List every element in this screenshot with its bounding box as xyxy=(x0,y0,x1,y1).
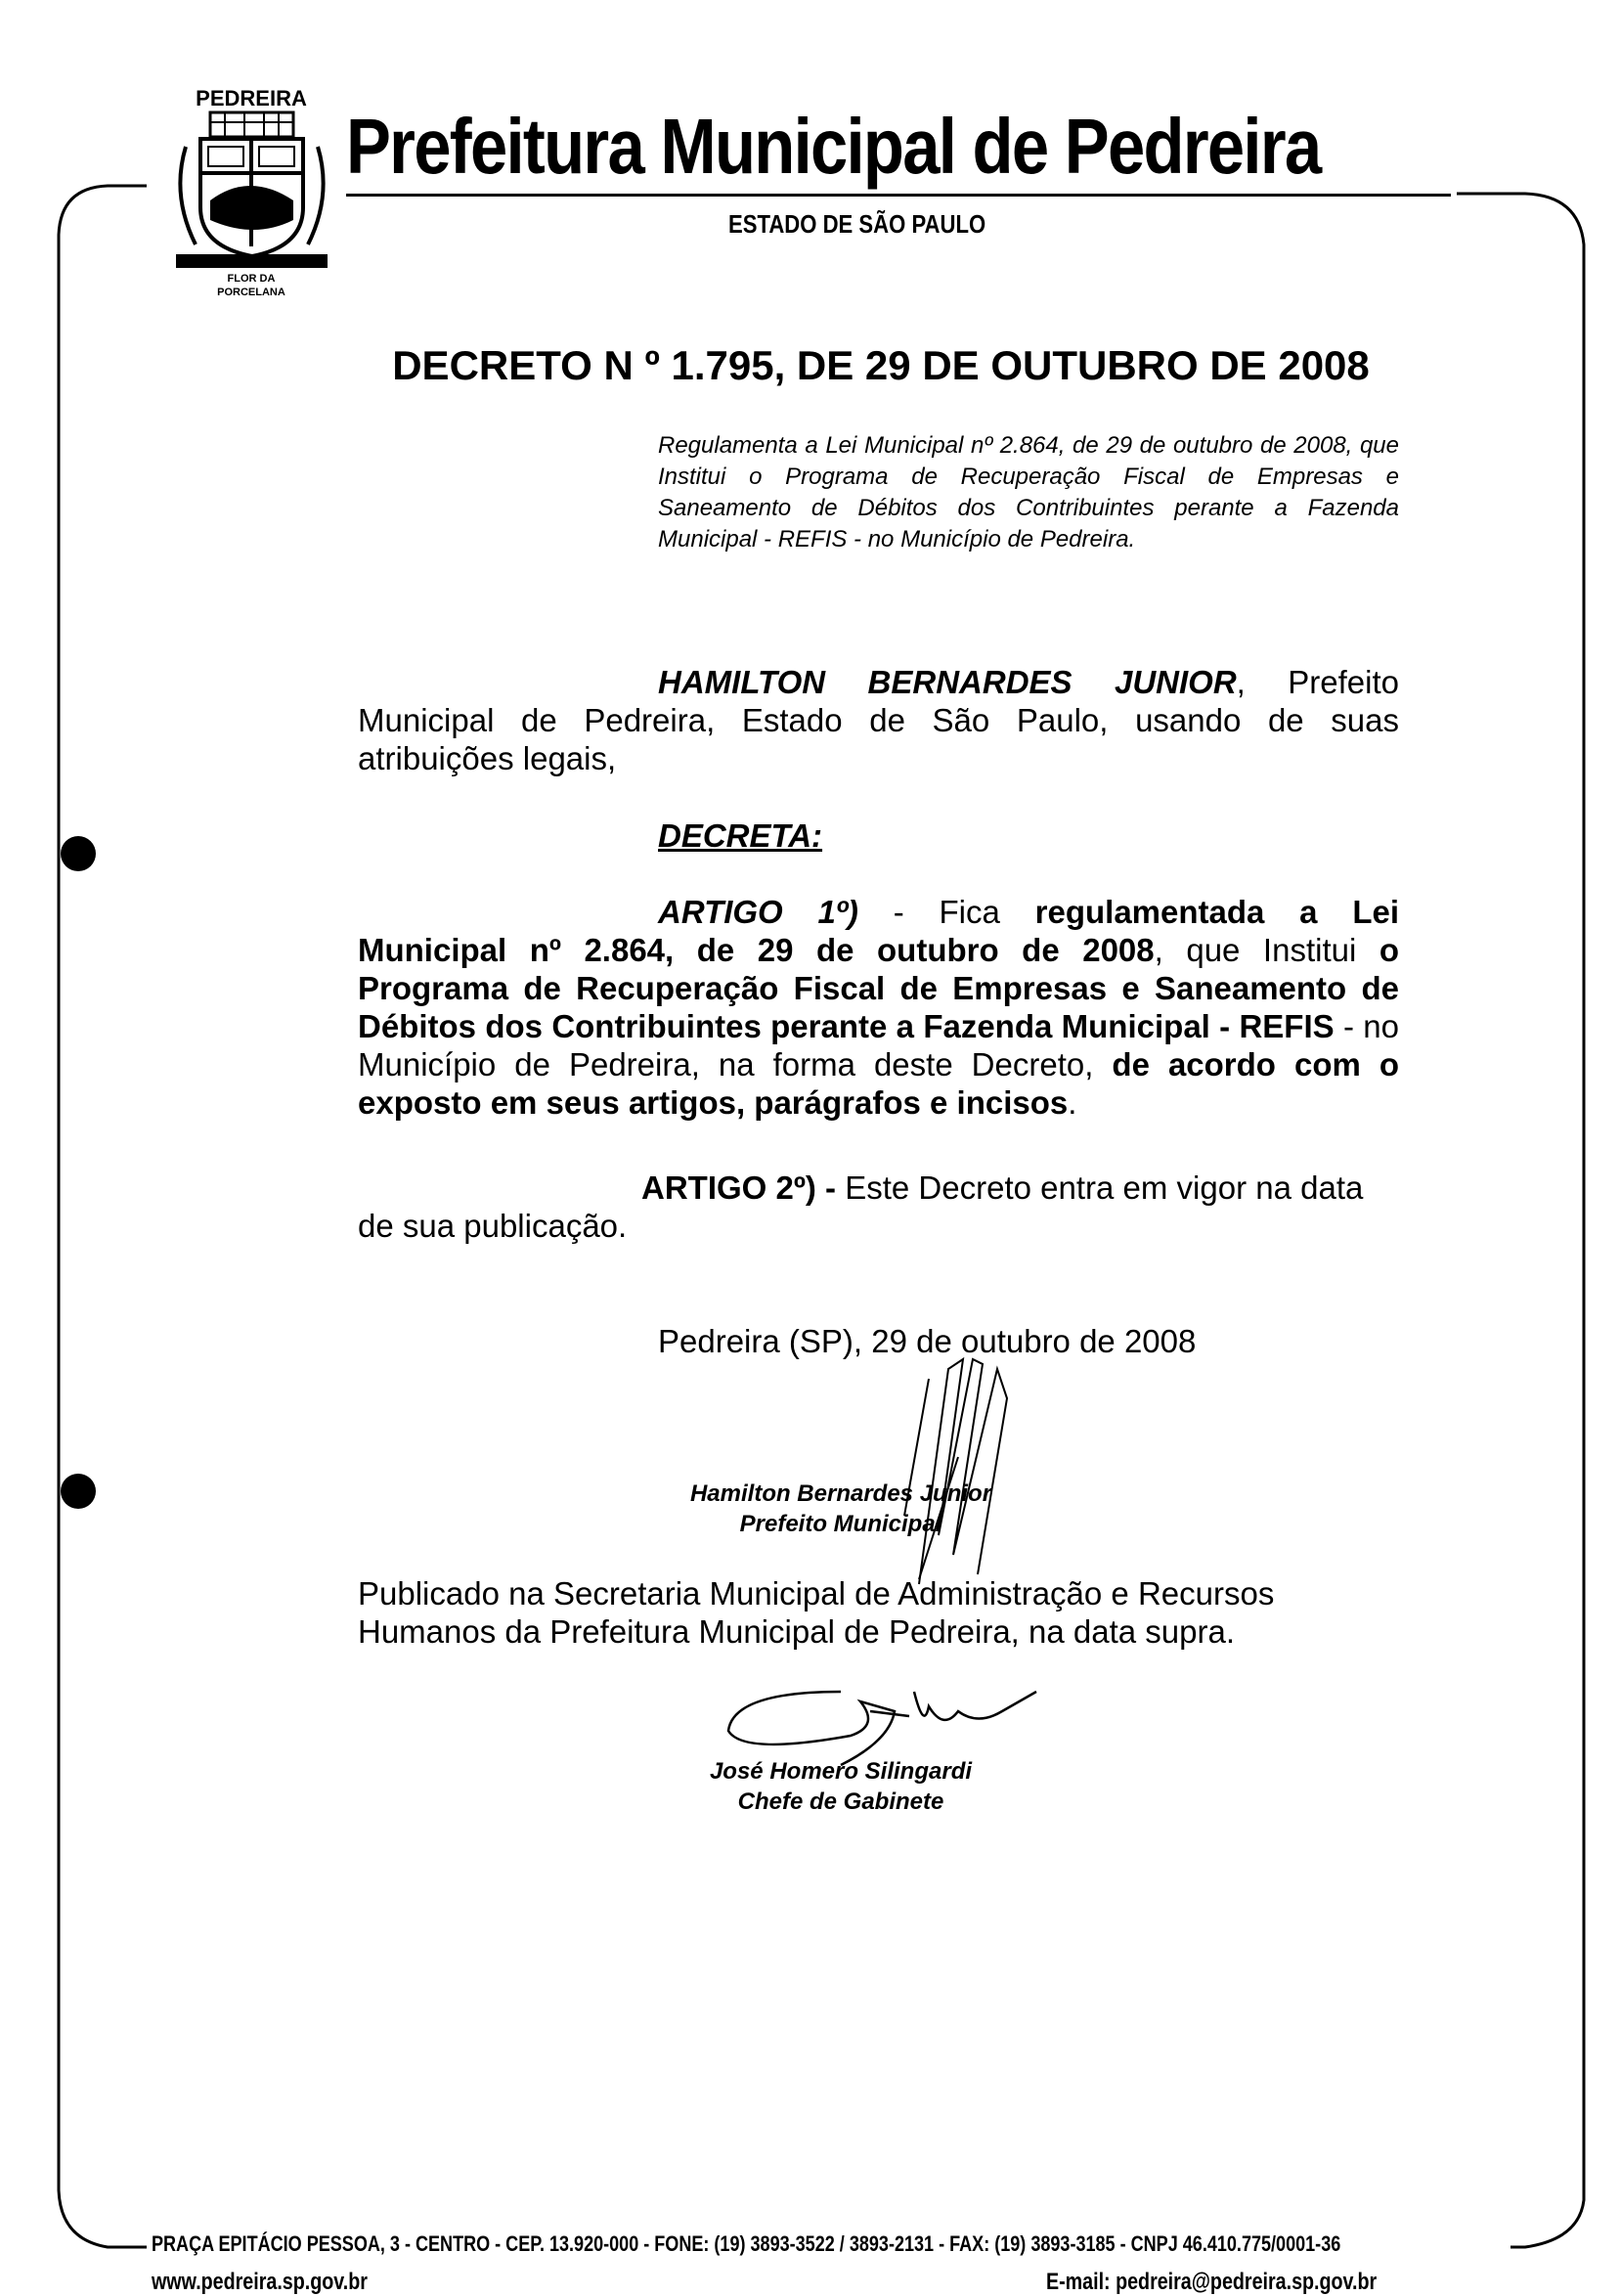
state-subtitle: ESTADO DE SÃO PAULO xyxy=(728,209,986,239)
preamble-paragraph xyxy=(358,663,1399,777)
page-header-title: Prefeitura Municipal de Pedreira xyxy=(346,103,1321,190)
preamble-text: , Prefeito Municipal de Pedreira, Estado de São Paulo, usando de suas atribuições legais, xyxy=(358,664,1399,776)
signature-1-role: Prefeito Municipal xyxy=(739,1511,942,1537)
dateline: Pedreira (SP), 29 de outubro de 2008 xyxy=(658,1323,1197,1359)
svg-text:FLOR DA: FLOR DA xyxy=(227,273,276,285)
article-1-text: . xyxy=(1068,1084,1077,1121)
article-1-bold: o Programa de Recuperação Fiscal de Empresas e Saneamento de Débitos dos Contribuintes perante a Fazenda Municipal - REFIS xyxy=(358,932,1399,1044)
article-1-label: ARTIGO 1º) xyxy=(658,894,858,930)
mayor-name: HAMILTON BERNARDES JUNIOR xyxy=(658,664,1237,700)
signature-1-name: Hamilton Bernardes Junior xyxy=(689,1480,992,1507)
article-1-bold: de acordo com o exposto em seus artigos, parágrafos e incisos xyxy=(358,1046,1399,1121)
coat-of-arms-logo xyxy=(161,78,342,298)
signature-2-name: José Homero Silingardi xyxy=(709,1758,973,1785)
article-2-label: ARTIGO 2º) - xyxy=(641,1170,837,1206)
footer-address: PRAÇA EPITÁCIO PESSOA, 3 - CENTRO - CEP. 13.920-000 - FONE: (19) 3893-3522 / 3893-2131 - FAX: (19) 3893-3185 - CNPJ 46.410.775/0001-36 xyxy=(152,2231,1341,2256)
svg-text:PEDREIRA: PEDREIRA xyxy=(196,86,307,110)
decree-title: DECRETO N º 1.795, DE 29 DE OUTUBRO DE 2008 xyxy=(392,342,1370,388)
footer-email: E-mail: pedreira@pedreira.sp.gov.br xyxy=(1046,2269,1378,2295)
article-1 xyxy=(358,893,1399,1122)
title-underline xyxy=(346,194,1451,197)
punch-hole-mark xyxy=(61,1474,96,1509)
article-1-text: , que Institui xyxy=(1154,932,1379,968)
decree-summary: Regulamenta a Lei Municipal nº 2.864, de 29 de outubro de 2008, que Institui o Programa de Recuperação Fiscal de Empresas e Saneamento de Débitos dos Contribuintes perante a Fazenda Municipal - REFIS - no Município de Pedreira. xyxy=(658,432,1399,552)
decreta-heading: DECRETA: xyxy=(658,817,823,854)
footer-website: www.pedreira.sp.gov.br xyxy=(152,2269,368,2295)
article-1-bold: regulamentada a Lei Municipal nº 2.864, de 29 de outubro de 2008 xyxy=(358,894,1399,968)
punch-hole-mark xyxy=(61,836,96,871)
article-2 xyxy=(358,1169,1399,1245)
signature-2-role: Chefe de Gabinete xyxy=(737,1788,944,1815)
article-1-text: - Fica xyxy=(857,894,1035,930)
article-1-text: - no Município de Pedreira, na forma deste Decreto, xyxy=(358,1008,1399,1082)
mayor-signature xyxy=(860,1340,1056,1594)
article-2-text: Este Decreto entra em vigor na data de sua publicação. xyxy=(358,1170,1364,1244)
svg-text:PORCELANA: PORCELANA xyxy=(217,287,285,298)
publication-note: Publicado na Secretaria Municipal de Administração e Recursos Humanos da Prefeitura Municipal de Pedreira, na data supra. xyxy=(358,1575,1275,1650)
